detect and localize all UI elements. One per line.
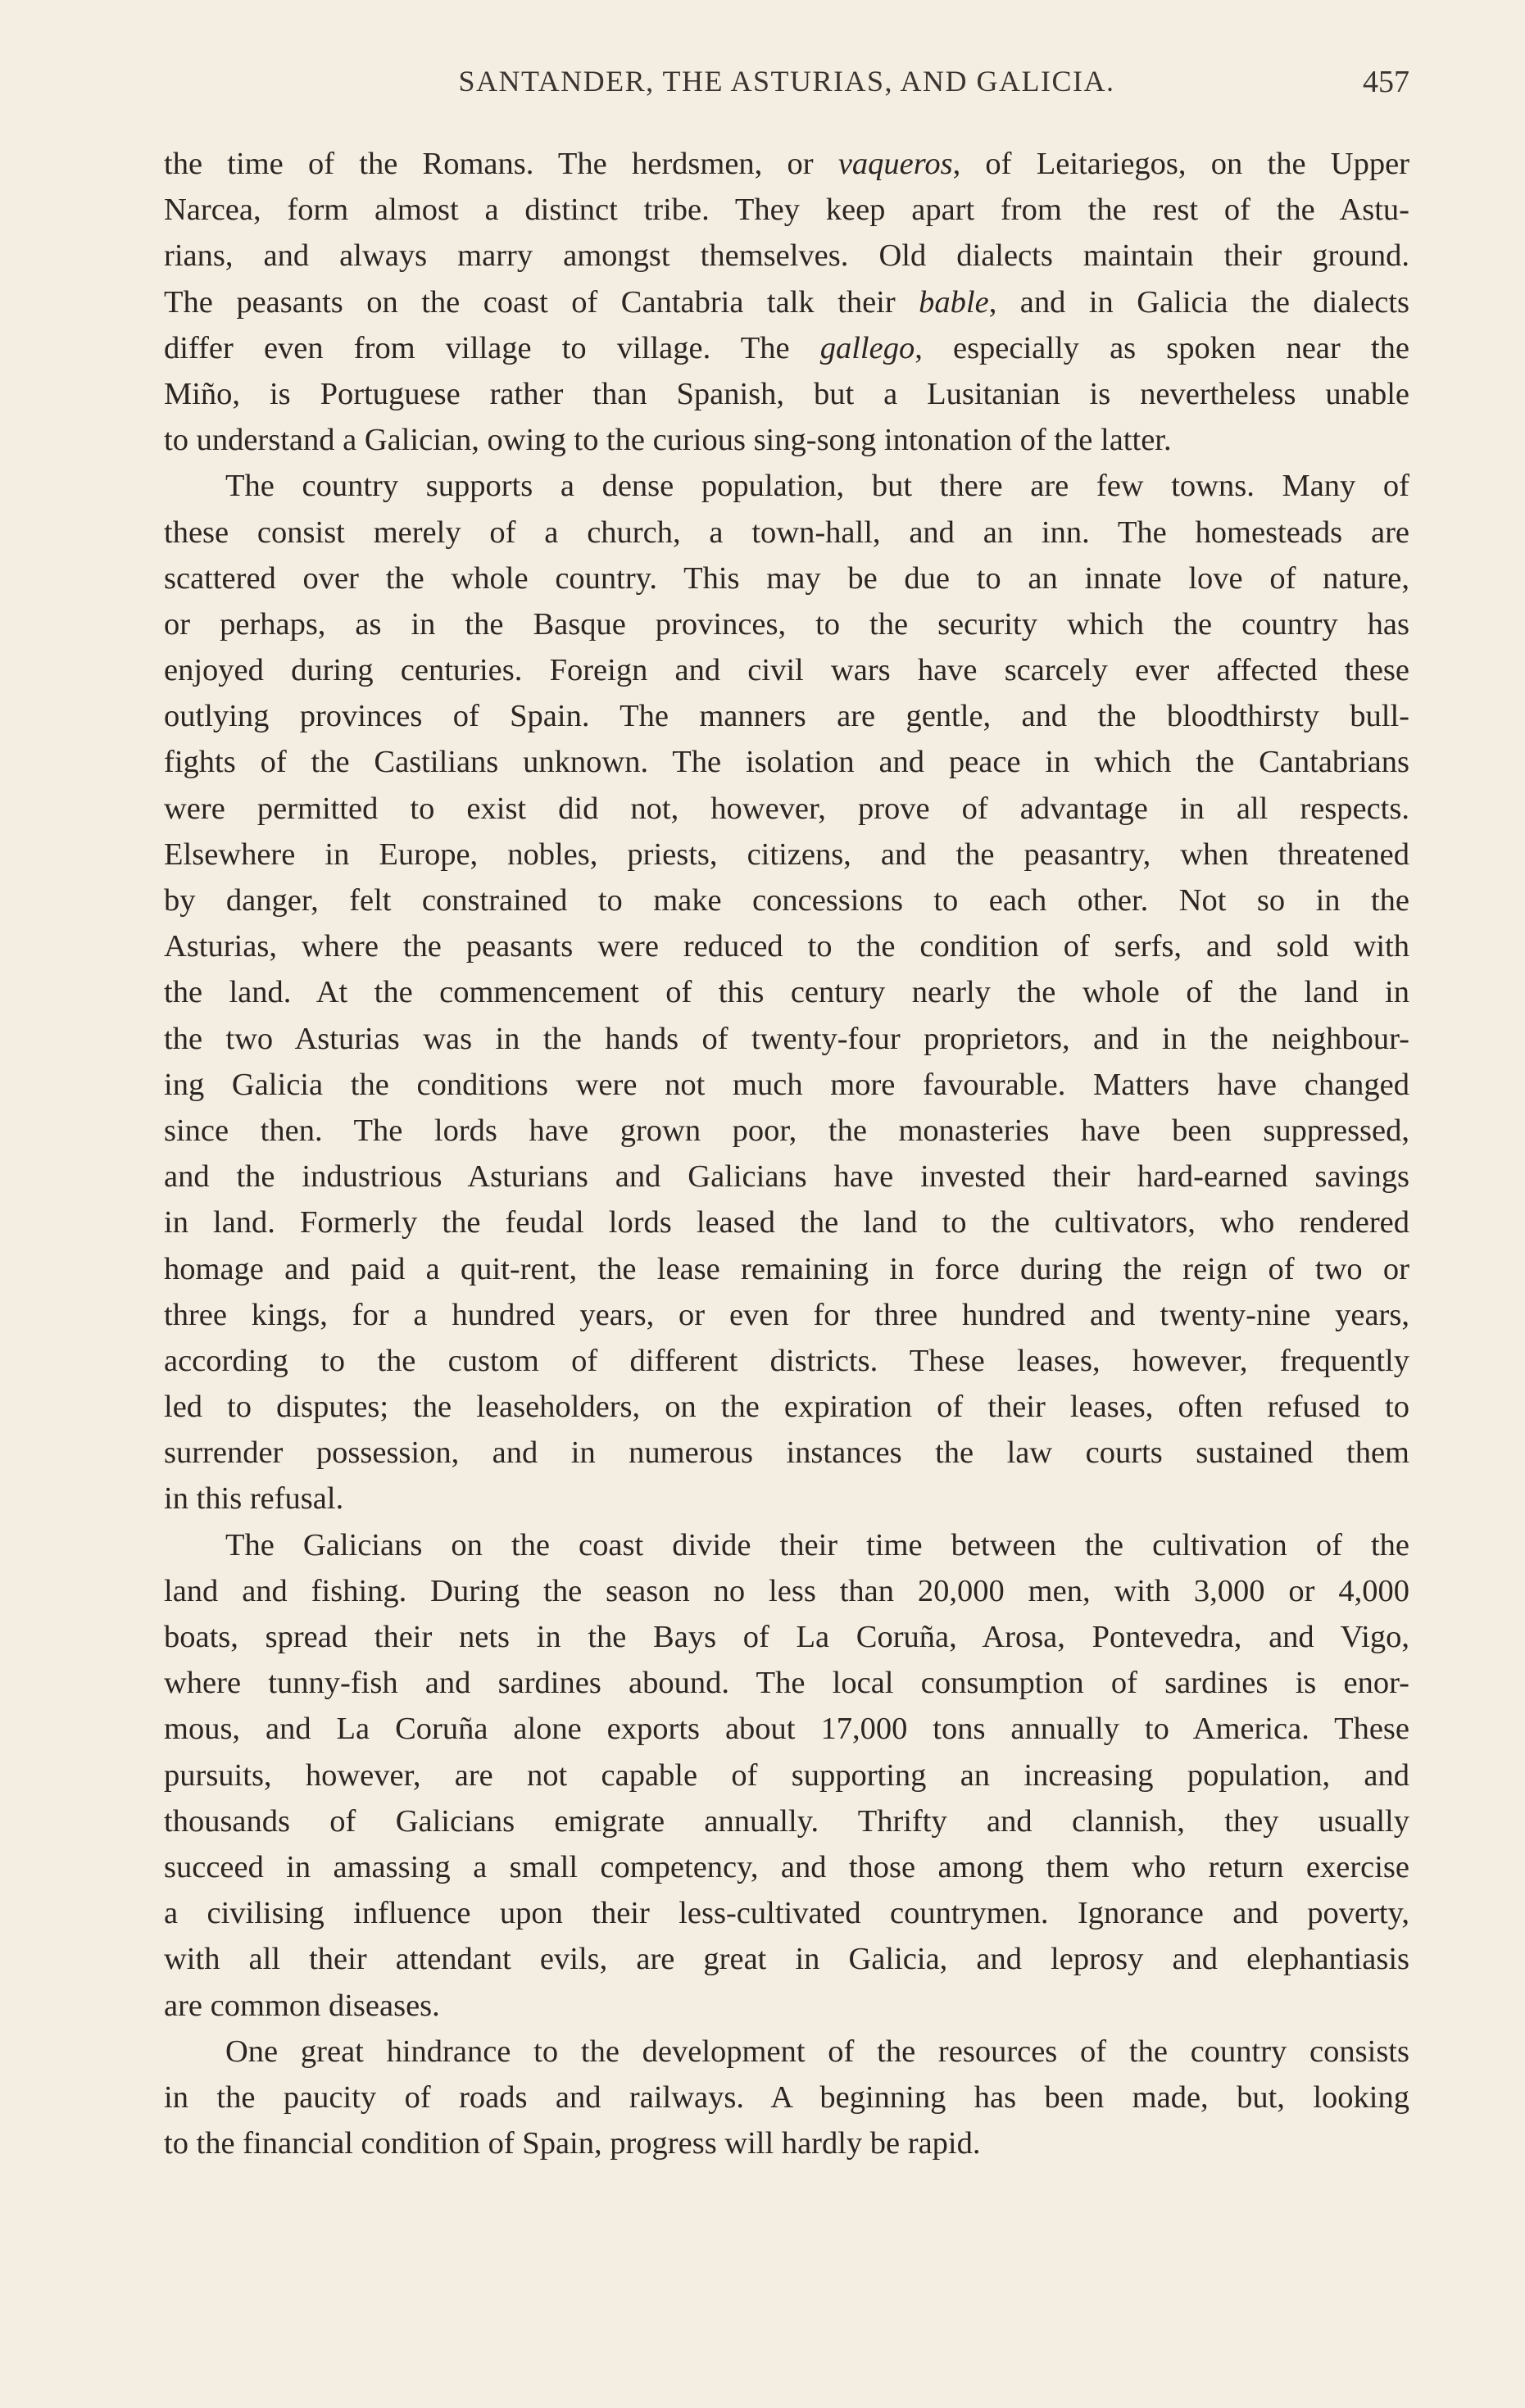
text-line [164,1338,1409,1384]
text-line [164,1660,1409,1706]
text-run: homage and paid a quit-rent, the lease remaining in force during the reign of two or [164,1251,1409,1286]
text-line [164,2029,1409,2075]
text-run: thousands of Galicians emigrate annually. Thrifty and clannish, they usually [164,1803,1409,1839]
text-line [164,1983,1409,2029]
paragraph [164,2029,1409,2167]
text-run: outlying provinces of Spain. The manners are gentle, and the bloodthirsty bull- [164,699,1409,734]
text-run: according to the custom of different districts. These leases, however, frequently [164,1343,1409,1378]
text-run: The peasants on the coast of Cantabria talk their [164,284,919,320]
text-run: boats, spread their nets in the Bays of La Coruña, Arosa, Pontevedra, and Vigo, [164,1620,1409,1654]
text-run: the time of the Romans. The herdsmen, or [164,147,838,181]
italic-term: vaqueros [837,147,953,181]
text-line [164,969,1409,1015]
text-line [164,2120,1409,2166]
text-line [164,1753,1409,1798]
text-run: with all their attendant evils, are great in Galicia, and leprosy and elephantiasis [164,1942,1409,1977]
text-line [164,279,1409,325]
text-line [164,1108,1409,1154]
text-run: differ even from village to village. The [164,330,820,365]
text-line [164,1384,1409,1430]
text-line [164,1568,1409,1614]
text-line [164,1798,1409,1844]
text-line [164,1936,1409,1982]
text-run: ing Galicia the conditions were not much more favourable. Matters have changed [164,1067,1409,1102]
text-line [164,1016,1409,1062]
text-line [164,510,1409,556]
text-run: Narcea, form almost a distinct tribe. They keep apart from the rest of the Astu- [164,193,1409,228]
text-run: surrender possession, and in numerous instances the law courts sustained them [164,1435,1409,1471]
text-line [164,463,1409,509]
text-line [164,877,1409,923]
text-line [164,2075,1409,2120]
text-line [164,739,1409,785]
paragraph [164,463,1409,1521]
text-line [164,832,1409,877]
text-run: Asturias, where the peasants were reduced to the condition of serfs, and sold with [164,929,1409,964]
text-run: the two Asturias was in the hands of twenty-four proprietors, and in the neighbour- [164,1021,1409,1056]
text-line [164,923,1409,969]
text-line [164,786,1409,832]
text-run: scattered over the whole country. This may be due to an innate love of nature, [164,560,1409,596]
text-line [164,1844,1409,1890]
text-run: or perhaps, as in the Basque provinces, to the security which the country has [164,606,1409,642]
text-run: by danger, felt constrained to make concessions to each other. Not so in the [164,883,1409,918]
italic-term: bable [919,284,989,320]
text-run: where tunny-fish and sardines abound. The local consumption of sardines is enor- [164,1666,1409,1701]
text-run: three kings, for a hundred years, or even for three hundred and twenty-nine years, [164,1297,1409,1332]
text-run: in the paucity of roads and railways. A beginning has been made, but, looking [164,2079,1409,2115]
text-run: , especially as spoken near the [915,330,1409,365]
text-line [164,1292,1409,1338]
text-line [164,1062,1409,1108]
text-run: Miño, is Portuguese rather than Spanish, but a Lusitanian is nevertheless unable [164,376,1409,411]
paragraph [164,141,1409,463]
text-run: The country supports a dense population, but there are few towns. Many of [225,469,1409,504]
text-run: led to disputes; the leaseholders, on the expiration of their leases, often refused to [164,1390,1409,1425]
running-header [164,64,1409,105]
text-run: , and in Galicia the dialects [988,284,1409,320]
text-run: The Galicians on the coast divide their time between the cultivation of the [225,1527,1409,1562]
text-run: , of Leitariegos, on the Upper [952,147,1410,181]
text-line [164,1154,1409,1199]
text-run: to understand a Galician, owing to the curious sing-song intonation of the latter. [164,423,1172,458]
text-run: land and fishing. During the season no less than 20,000 men, with 3,000 or 4,000 [164,1573,1409,1608]
text-line [164,1430,1409,1476]
text-line [164,601,1409,647]
text-run: succeed in amassing a small competency, and those among them who return exercise [164,1849,1409,1884]
text-line [164,1522,1409,1568]
text-run: since then. The lords have grown poor, the monasteries have been suppressed, [164,1113,1409,1148]
text-line [164,1476,1409,1521]
text-run: mous, and La Coruña alone exports about 17,000 tons annually to America. These [164,1712,1409,1747]
text-line [164,371,1409,417]
paragraph [164,1522,1409,2029]
text-run: in land. Formerly the feudal lords leased the land to the cultivators, who rendered [164,1205,1409,1240]
text-line [164,1199,1409,1245]
text-run: these consist merely of a church, a town-hall, and an inn. The homesteads are [164,515,1409,550]
italic-term: gallego [819,330,915,365]
text-run: fights of the Castilians unknown. The isolation and peace in which the Cantabrians [164,745,1409,780]
text-run: and the industrious Asturians and Galicians have invested their hard-earned savings [164,1159,1409,1195]
text-run: are common diseases. [164,1988,440,2023]
text-line [164,1706,1409,1752]
text-line [164,1246,1409,1292]
text-run: the land. At the commencement of this century nearly the whole of the land in [164,975,1409,1010]
text-line [164,325,1409,371]
text-line [164,693,1409,739]
text-run: in this refusal. [164,1481,344,1517]
text-line [164,233,1409,279]
text-run: Elsewhere in Europe, nobles, priests, citizens, and the peasantry, when threatened [164,837,1409,872]
text-line [164,187,1409,233]
text-line [164,141,1409,187]
text-line [164,1614,1409,1660]
text-line [164,417,1409,463]
text-run: a civilising influence upon their less-cultivated countrymen. Ignorance and poverty, [164,1896,1409,1931]
text-line [164,556,1409,601]
page-number: 457 [1363,65,1409,99]
body-text [164,141,1409,2166]
text-line [164,647,1409,693]
text-run: were permitted to exist did not, however, prove of advantage in all respects. [164,791,1409,826]
text-run: enjoyed during centuries. Foreign and civil wars have scarcely ever affected these [164,653,1409,688]
running-title: SANTANDER, THE ASTURIAS, AND GALICIA. [458,65,1115,97]
text-run: to the financial condition of Spain, progress will hardly be rapid. [164,2126,981,2161]
text-run: rians, and always marry amongst themselves. Old dialects maintain their ground. [164,238,1409,274]
text-run: pursuits, however, are not capable of supporting an increasing population, and [164,1757,1409,1793]
text-run: One great hindrance to the development of the resources of the country consists [225,2034,1409,2069]
text-line [164,1890,1409,1936]
